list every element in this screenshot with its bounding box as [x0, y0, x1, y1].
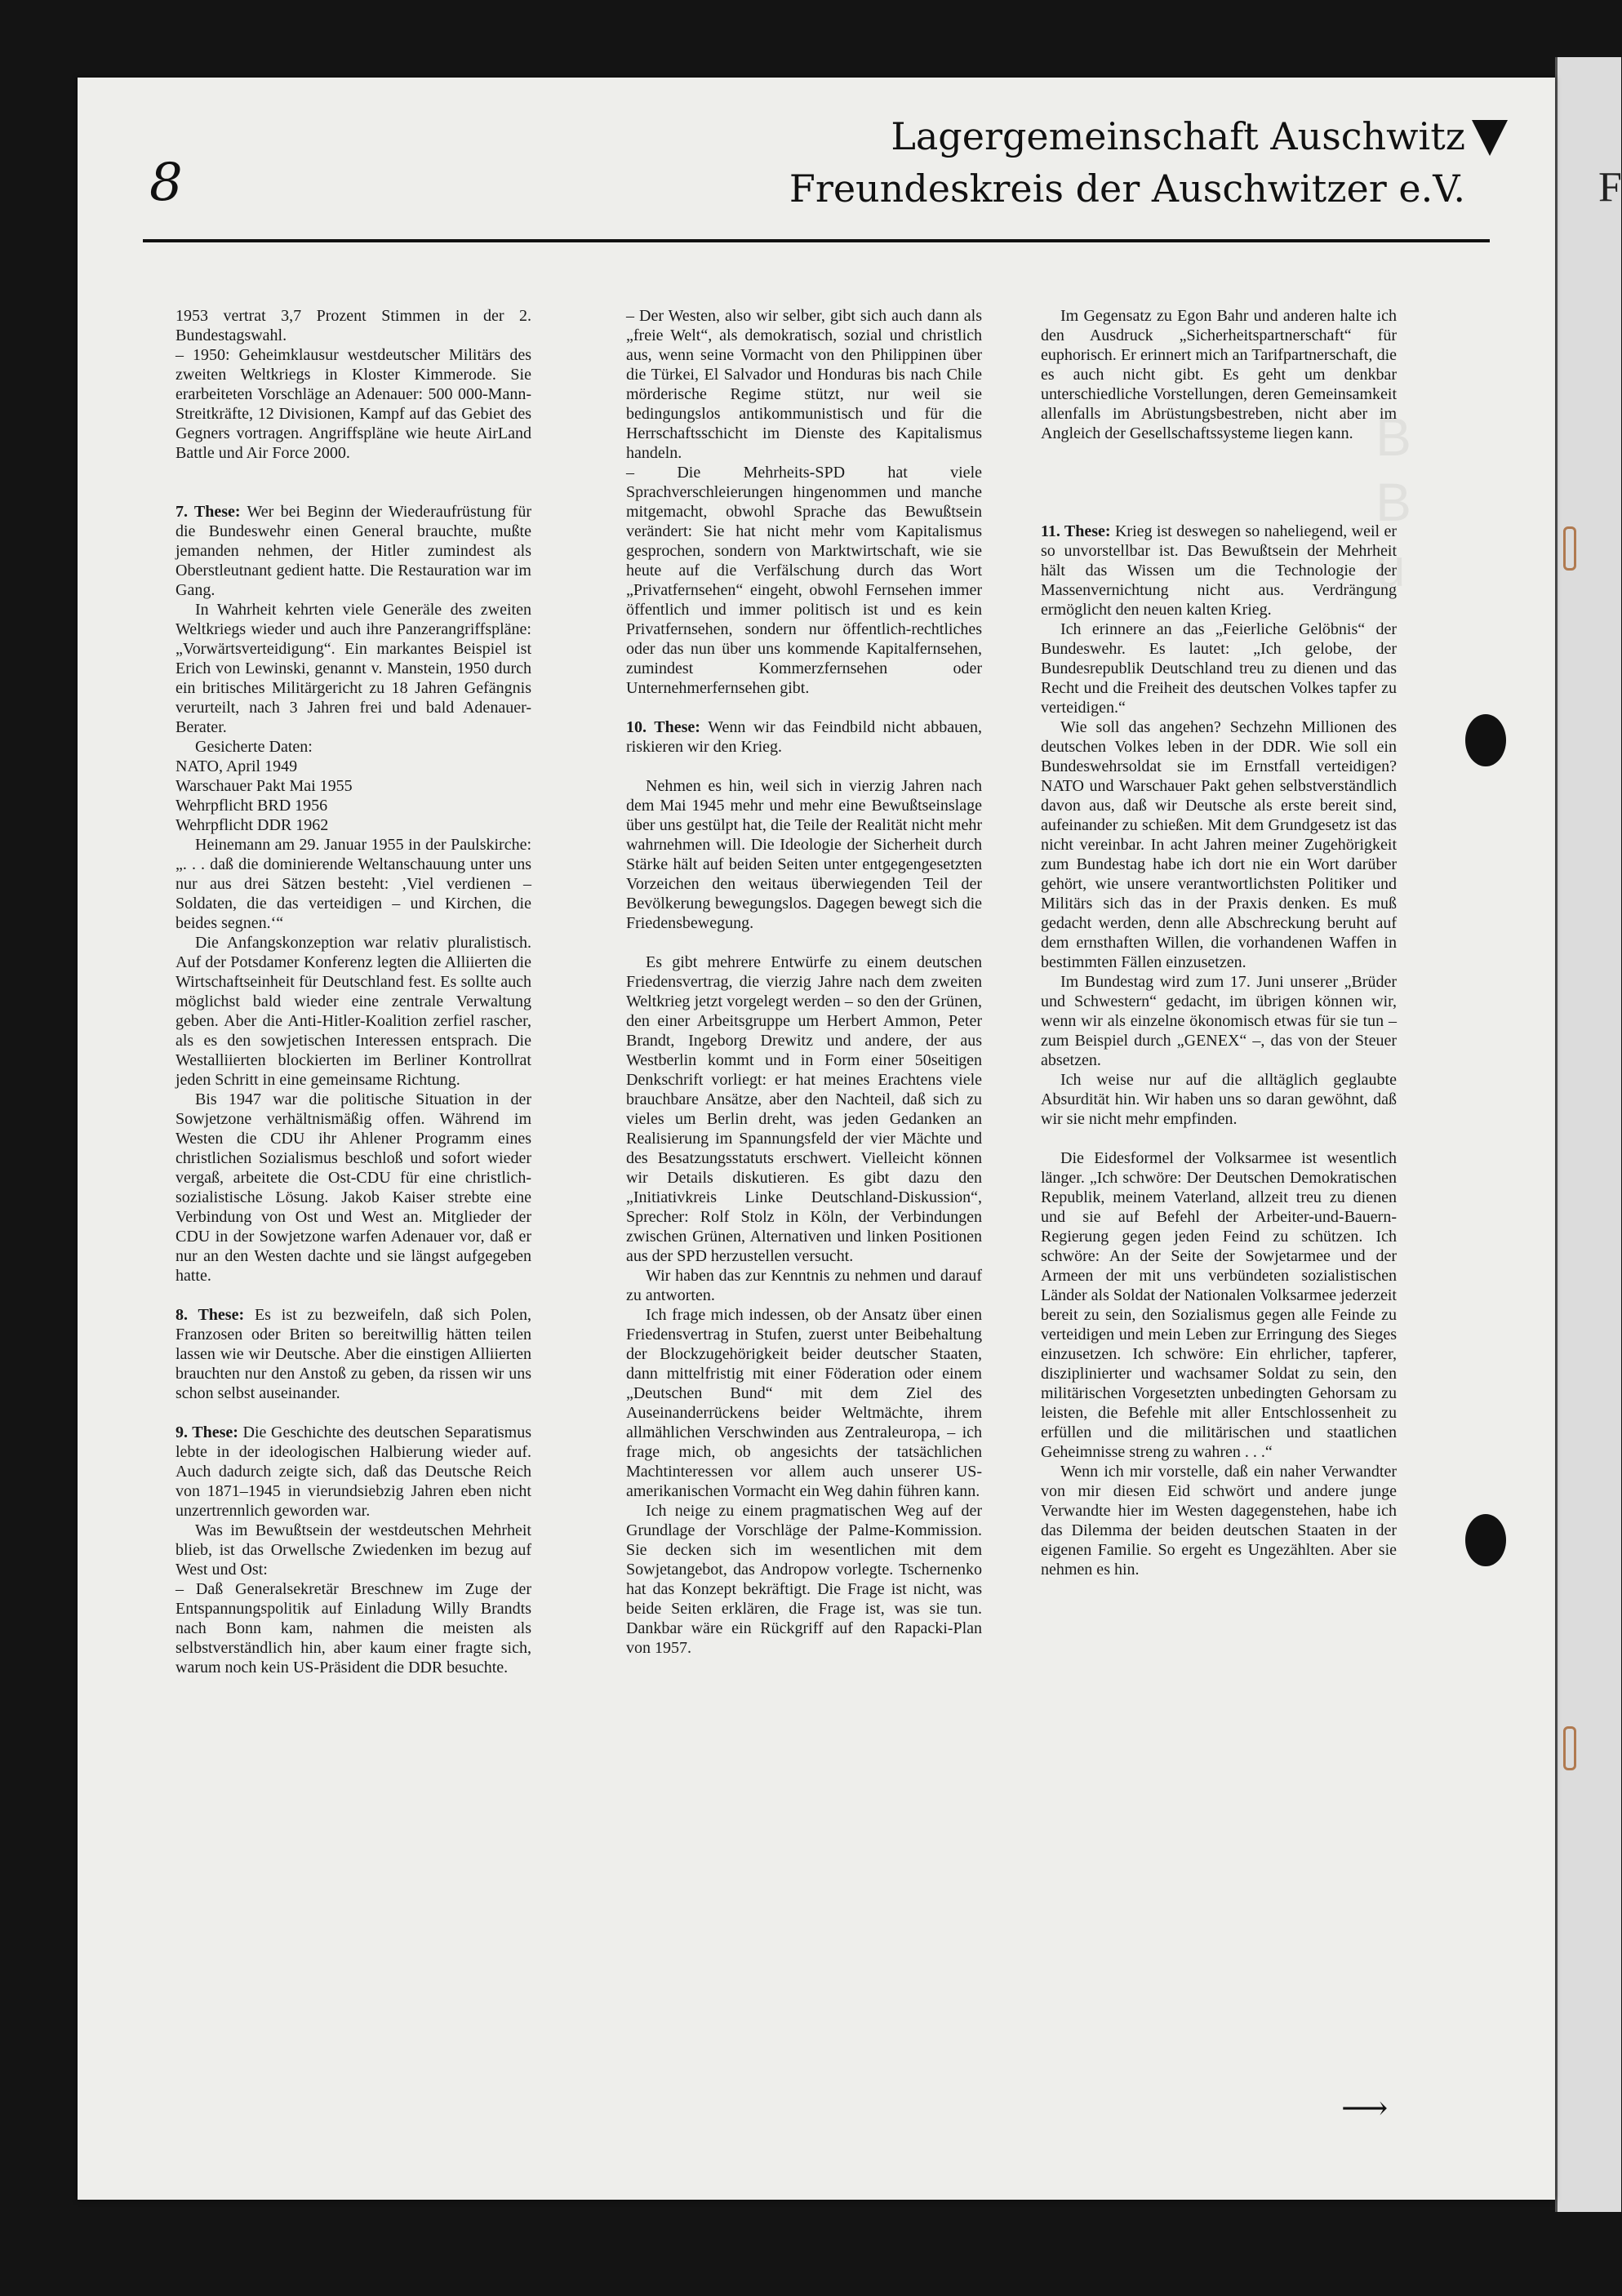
- thesis-7: [176, 502, 531, 600]
- paragraph: Heinemann am 29. Januar 1955 in der Paulskirche: „. . . daß die dominierende Weltanschauung unter uns nur aus drei Sätzen besteht: ‚Viel verdienen – Soldaten, die das verteidigen – und Kirchen, die beides segnen.‘“: [176, 836, 531, 932]
- page-number: 8: [149, 153, 183, 213]
- paragraph: Im Bundestag wird zum 17. Juni unserer „Brüder und Schwestern“ gedacht, im übrigen können wir, wenn wir als einzelne ökonomisch etwas für sie tun – zum Beispiel durch „GENEX“ –, das von der Steuer absetzen.: [1041, 973, 1397, 1069]
- paragraph: Wie soll das angehen? Sechzehn Millionen des deutschen Volkes leben in der DDR. Wie soll ein Bundeswehrsoldat sie im Ernstfall verteidigen? NATO und Warschauer Pakt gehen selbstverständlich davon aus, daß wir Deutsche als erste bereit sind, aufeinander zu schießen. Mit dem Grundgesetz ist das nicht vereinbar. In acht Jahren meiner Zugehörigkeit zum Bundestag habe ich dort nie ein Wort darüber gehört, wie unsere verantwortlichsten Politiker und Militärs sich das in der Praxis denken. Es muß gedacht werden, denn alle Abschreckung beruht auf dem ernsthaften Willen, die vorhandenen Waffen in bestimmten Fällen einzusetzen.: [1041, 718, 1397, 971]
- paragraph: – Daß Generalsekretär Breschnew im Zuge der Entspannungspolitik auf Einladung Willy Brandts nach Bonn kam, nahmen die meisten als selbstverständlich hin, aber kaum einer fragte sich, warum noch kein US-Präsident die DDR besuchte.: [176, 1580, 531, 1676]
- triangle-logo-icon: [1472, 120, 1508, 156]
- date-item: Wehrpflicht BRD 1956: [176, 797, 328, 815]
- punch-hole: [1465, 714, 1506, 766]
- paragraph: – Der Westen, also wir selber, gibt sich auch dann als „freie Welt“, als demokratisch, sozial und christlich aus, wenn seine Vormacht von den Philippinen über die Türkei, El Salvador und Honduras bis nach Chile mörderische Regime stützt, nur weil sie bedingungslos antikommunistisch und für die Herrschaftsschicht im Dienste des Kapitalismus handeln.: [626, 307, 982, 462]
- thesis-label: 8. These:: [176, 1306, 245, 1324]
- thesis-8: [176, 1305, 531, 1403]
- staple: [1563, 1726, 1576, 1770]
- newsletter-page: [78, 78, 1555, 2200]
- staple: [1563, 526, 1576, 571]
- thesis-9: [176, 1423, 531, 1521]
- thesis-label: 9. These:: [176, 1423, 238, 1441]
- continue-arrow-icon: ⟶: [1341, 2089, 1389, 2126]
- thesis-text: Krieg ist deswegen so naheliegend, weil er so unvorstellbar ist. Das Bewußtsein der Mehrheit hält das Wissen um die Technologie der Massenvernichtung nicht aus. Verdrängung ermöglicht den neuen kalten Krieg.: [1041, 522, 1397, 619]
- paragraph: Ich frage mich indessen, ob der Ansatz über einen Friedensvertrag in Stufen, zuerst unter Beibehaltung der Blockzugehörigkeit beider deutscher Staaten, dann mittelfristig mit einer Föderation oder einem „Deutschen Bund“ mit dem Ziel des Auseinanderrückens beider Weltmächte, ihrem allmählichen Verschwinden aus Zentraleuropa, – ich frage mich, ob angesichts der tatsächlichen Machtinteressen vor allem auch unserer US-amerikanischen Vormacht ein Weg dahin führen kann.: [626, 1306, 982, 1500]
- thesis-text: Wer bei Beginn der Wiederaufrüstung für die Bundeswehr einen General brauchte, mußte jemanden nehmen, der Hitler zumindest als Oberstleutnant gedient hatte. Die Restauration war im Gang.: [176, 503, 531, 599]
- paragraph: Die Anfangskonzeption war relativ pluralistisch. Auf der Potsdamer Konferenz legten die Alliierten die Wirtschaftseinheit für Deutschland fest. Es sollte auch möglichst bald wieder eine zentrale Verwaltung geben. Aber die Anti-Hitler-Koalition zerfiel rascher, als es den sowjetischen Interessen entsprach. Die Westalliierten blockierten im Berliner Kontrollrat jeden Schritt in eine gemeinsame Richtung.: [176, 934, 531, 1089]
- next-page-letter: F: [1598, 164, 1622, 211]
- org-name-line2: Freundeskreis der Auschwitzer e.V.: [789, 167, 1465, 211]
- date-item: NATO, April 1949: [176, 757, 298, 775]
- date-item: Warschauer Pakt Mai 1955: [176, 777, 353, 795]
- paragraph: – 1950: Geheimklausur westdeutscher Militärs des zweiten Weltkriegs in Kloster Kimmerode. Sie erarbeiteten Vorschläge an Adenauer: 500 000-Mann-Streitkräfte, 12 Divisionen, Kampf auf das Gebiet des Gegners vortragen. Angriffspläne wie heute AirLand Battle und Air Force 2000.: [176, 346, 531, 462]
- text-column-2: [626, 306, 982, 1658]
- bleed-through-text: B B u: [1375, 406, 1412, 597]
- paragraph: 1953 vertrat 3,7 Prozent Stimmen in der 2. Bundestagswahl.: [176, 307, 531, 344]
- date-item: Wehrpflicht DDR 1962: [176, 816, 329, 834]
- thesis-label: 11. These:: [1041, 522, 1111, 540]
- paragraph: In Wahrheit kehrten viele Generäle des zweiten Weltkriegs wieder und auch ihre Panzerangriffspläne: „Vorwärtsverteidigung“. Ein markantes Beispiel ist Erich von Lewinski, genannt v. Manstein, 1950 durch ein britisches Militärgericht zu 18 Jahren Gefängnis verurteilt, nach 3 Jahren frei und bald Adenauer-Berater.: [176, 601, 531, 736]
- paragraph: Ich weise nur auf die alltäglich geglaubte Absurdität hin. Wir haben uns so daran gewöhnt, daß wir sie nicht mehr empfinden.: [1041, 1071, 1397, 1128]
- next-page-edge: [1555, 57, 1621, 2212]
- thesis-11: [1041, 522, 1397, 620]
- thesis-10: [626, 717, 982, 757]
- paragraph: Bis 1947 war die politische Situation in der Sowjetzone verhältnismäßig offen. Während im Westen die CDU ihr Ahlener Programm eines christlichen Sozialismus beschloß und sofort wieder vergaß, arbeitete die Ost-CDU für eine christlich-sozialistische Lösung. Jakob Kaiser strebte eine Verbindung von Ost und West an. Mitglieder der CDU in der Sowjetzone warfen Adenauer vor, daß er nur an den Westen dachte und sie längst aufgegeben hatte.: [176, 1090, 531, 1285]
- paragraph: – Die Mehrheits-SPD hat viele Sprachverschleierungen hingenommen und manche mitgemacht, obwohl Sprache das Bewußtsein verändert: Sie hat nicht mehr vom Kapitalismus gesprochen, sondern von Marktwirtschaft, wie sie heute auf die Verfälschung durch das Wort „Privatfernsehen“ eingeht, obwohl Fernsehen immer öffentlich und immer politisch ist und es kein Privatfernsehen, sondern nur öffentlich-rechtliches oder das nun über uns kommende Kapitalfernsehen, zumindest Kommerzfernsehen oder Unternehmerfernsehen gibt.: [626, 464, 982, 697]
- paragraph: Wir haben das zur Kenntnis zu nehmen und darauf zu antworten.: [626, 1267, 982, 1304]
- text-column-3: [1041, 306, 1397, 1579]
- text-column-1: [176, 306, 531, 1677]
- dates-title: Gesicherte Daten:: [195, 738, 313, 756]
- paragraph: Wenn ich mir vorstelle, daß ein naher Verwandter von mir diesen Eid schwört und andere junge Verwandte hier im Westen dagegenstehen, habe ich das Dilemma der beiden deutschen Staaten in der eigenen Familie. So ergeht es Ungezählten. Aber sie nehmen es hin.: [1041, 1463, 1397, 1579]
- masthead: [789, 110, 1465, 215]
- org-name-line1: Lagergemeinschaft Auschwitz: [891, 114, 1465, 158]
- paragraph: Die Eidesformel der Volksarmee ist wesentlich länger. „Ich schwöre: Der Deutschen Demokratischen Republik, meinem Vaterland, allzeit treu zu dienen und sie auf Befehl der Arbeiter-und-Bauern-Regierung gegen jeden Feind zu schützen. Ich schwöre: An der Seite der Sowjetarmee und der Armeen der mit uns verbündeten sozialistischen Länder als Soldat der Nationalen Volksarmee jederzeit bereit zu sein, den Sozialismus gegen alle Feinde zu verteidigen und mein Leben zur Erringung des Sieges einzusetzen. Ich schwöre: Ein ehrlicher, tapferer, disziplinierter und wachsamer Soldat zu sein, den militärischen Vorgesetzten unbedingten Gehorsam zu leisten, die Befehle mit aller Entschlossenheit zu erfüllen und die militärischen und staatlichen Geheimnisse streng zu wahren . . .“: [1041, 1149, 1397, 1461]
- thesis-text: Die Geschichte des deutschen Separatismus lebte in der ideologischen Halbierung wieder auf. Auch dadurch zeigte sich, daß das Deutsche Reich von 1871–1945 in vierundsiebzig Jahren eben nicht unzertrennlich geworden war.: [176, 1423, 532, 1520]
- thesis-label: 10. These:: [626, 718, 700, 736]
- paragraph: Es gibt mehrere Entwürfe zu einem deutschen Friedensvertrag, die vierzig Jahre nach dem zweiten Weltkrieg jetzt vorgelegt werden – so den der Grünen, den einer Arbeitsgruppe um Herbert Ammon, Peter Brandt, Ingeborg Drewitz und andere, der aus Westberlin kommt und in Form einer 50seitigen Denkschrift vorliegt: er hat meines Erachtens viele brauchbare Ansätze, aber den Nachteil, daß sich zu vieles um Berlin dreht, was jeden Gedanken an Realisierung im Spannungsfeld der vier Mächte und des Besatzungsstatuts erschwert. Vielleicht können wir Details diskutieren. Es gibt dazu den „Initiativkreis Linke Deutschland-Diskussion“, Sprecher: Rolf Stolz in Köln, der Verbindungen zwischen Grünen, Alternativen und linken Positionen aus der SPD herzustellen versucht.: [626, 953, 982, 1265]
- paragraph: Ich neige zu einem pragmatischen Weg auf der Grundlage der Vorschläge der Palme-Kommission. Sie decken sich im wesentlichen mit dem Sowjetangebot, das Andropow vorlegte. Tschernenko hat das Konzept bekräftigt. Die Frage ist nicht, was beide Seiten erklären, die Frage ist, was sie tun. Dankbar wäre ein Rückgriff auf den Rapacki-Plan von 1957.: [626, 1502, 982, 1657]
- punch-hole: [1465, 1514, 1506, 1566]
- paragraph: Im Gegensatz zu Egon Bahr und anderen halte ich den Ausdruck „Sicherheitspartnerschaft“ für euphorisch. Er erinnert mich an Tarifpartnerschaft, die es auch nicht gibt. Es geht um denkbar unterschiedliche Vorstellungen, deren Gemeinsamkeit allenfalls im Abrüstungsbestreben, nicht aber im Angleich der Gesellschaftssysteme liegen kann.: [1041, 307, 1397, 442]
- paragraph: Nehmen es hin, weil sich in vierzig Jahren nach dem Mai 1945 mehr und mehr eine Bewußtseinslage über uns gestülpt hat, die Teile der Realität nicht mehr wahrnehmen will. Die Ideologie der Sicherheit durch Stärke hält auf beiden Seiten unter entgegengesetzten Vorzeichen den weitaus überwiegenden Teil der Bevölkerung bewegungslos. Dagegen bewegt sich die Friedensbewegung.: [626, 777, 982, 932]
- paragraph: Was im Bewußtsein der westdeutschen Mehrheit blieb, ist das Orwellsche Zwiedenken im bezug auf West und Ost:: [176, 1521, 531, 1579]
- thesis-text: Wenn wir das Feindbild nicht abbauen, riskieren wir den Krieg.: [626, 718, 983, 756]
- thesis-text: Es ist zu bezweifeln, daß sich Polen, Franzosen oder Briten so bereitwillig hätten teilen lassen wie wir Deutsche. Aber die einstigen Alliierten brauchten nur den Anstoß zu geben, da rissen wir uns schon selbst auseinander.: [176, 1306, 531, 1402]
- header-rule: [143, 239, 1490, 242]
- paragraph: Ich erinnere an das „Feierliche Gelöbnis“ der Bundeswehr. Es lautet: „Ich gelobe, der Bundesrepublik Deutschland treu zu dienen und das Recht und die Freiheit des deutschen Volkes tapfer zu verteidigen.“: [1041, 620, 1397, 717]
- thesis-label: 7. These:: [176, 503, 241, 521]
